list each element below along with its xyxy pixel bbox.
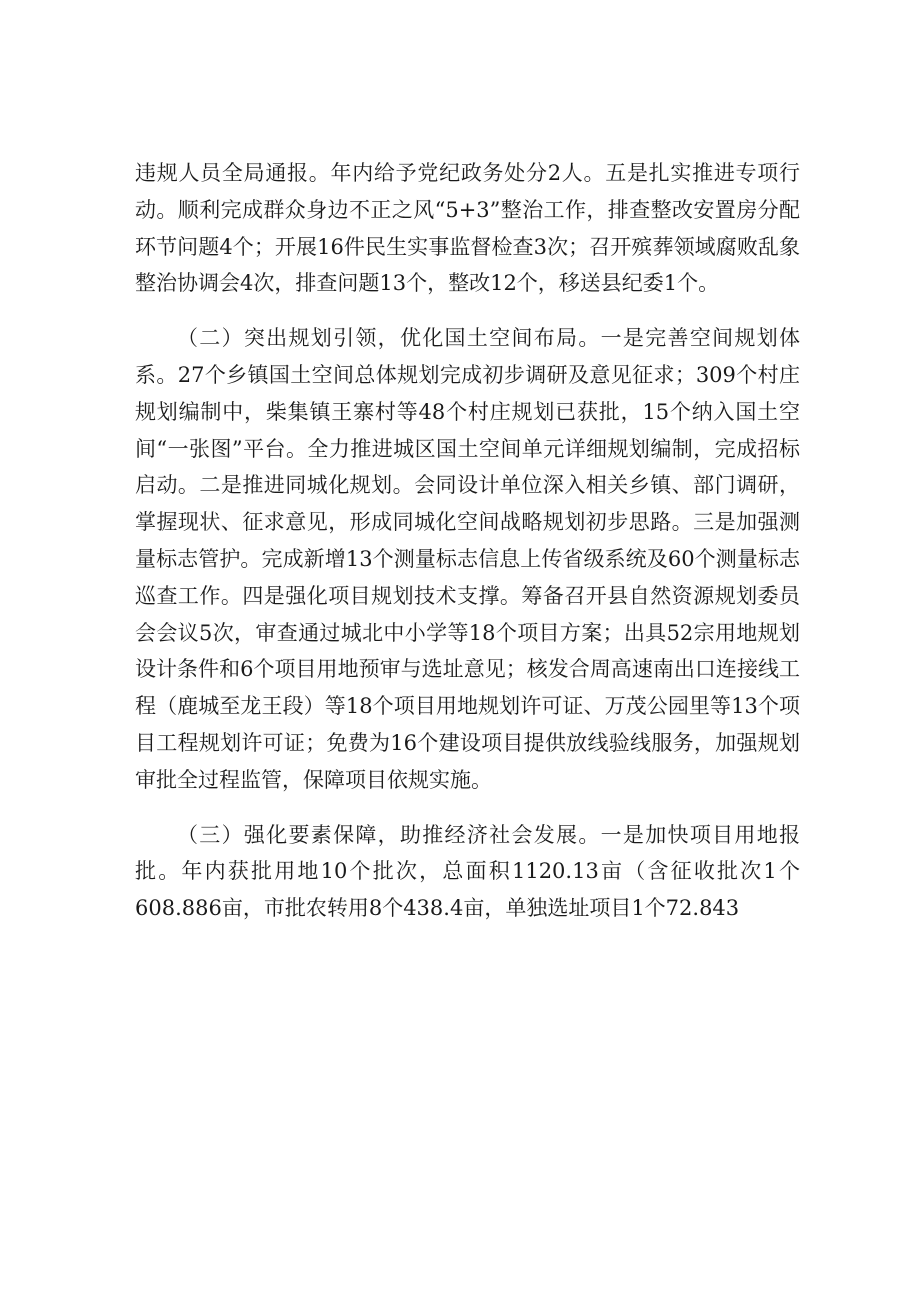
document-body (135, 155, 800, 927)
paragraph-gap (135, 302, 800, 320)
paragraph-section-three: （三）强化要素保障，助推经济社会发展。一是加快项目用地报批。年内获批用地10个批次，总面积1120.13亩（含征收批次1个608.886亩，市批农转用8个438.4亩，单独选址项目1个72.843 (135, 822, 800, 921)
paragraph-gap (135, 799, 800, 817)
paragraph-continuation: 违规人员全局通报。年内给予党纪政务处分2人。五是扎实推进专项行动。顺利完成群众身边不正之风“5+3”整治工作，排查整改安置房分配环节问题4个；开展16件民生实事监督检查3次；召开殡葬领域腐败乱象整治协调会4次，排查问题13个，整改12个，移送县纪委1个。 (135, 161, 800, 296)
paragraph-section-two: （二）突出规划引领，优化国土空间布局。一是完善空间规划体系。27个乡镇国土空间总体规划完成初步调研及意见征求；309个村庄规划编制中，柴集镇王寨村等48个村庄规划已获批，15个纳入国土空间“一张图”平台。全力推进城区国土空间单元详细规划编制，完成招标启动。二是推进同城化规划。会同设计单位深入相关乡镇、部门调研，掌握现状、征求意见，形成同城化空间战略规划初步思路。三是加强测量标志管护。完成新增13个测量标志信息上传省级系统及60个测量标志巡查工作。四是强化项目规划技术支撑。筹备召开县自然资源规划委员会会议5次，审查通过城北中小学等18个项目方案；出具52宗用地规划设计条件和6个项目用地预审与选址意见；核发合周高速南出口连接线工程（鹿城至龙王段）等18个项目用地规划许可证、万茂公园里等13个项目工程规划许可证；免费为16个建设项目提供放线验线服务，加强规划审批全过程监管，保障项目依规实施。 (135, 326, 800, 792)
